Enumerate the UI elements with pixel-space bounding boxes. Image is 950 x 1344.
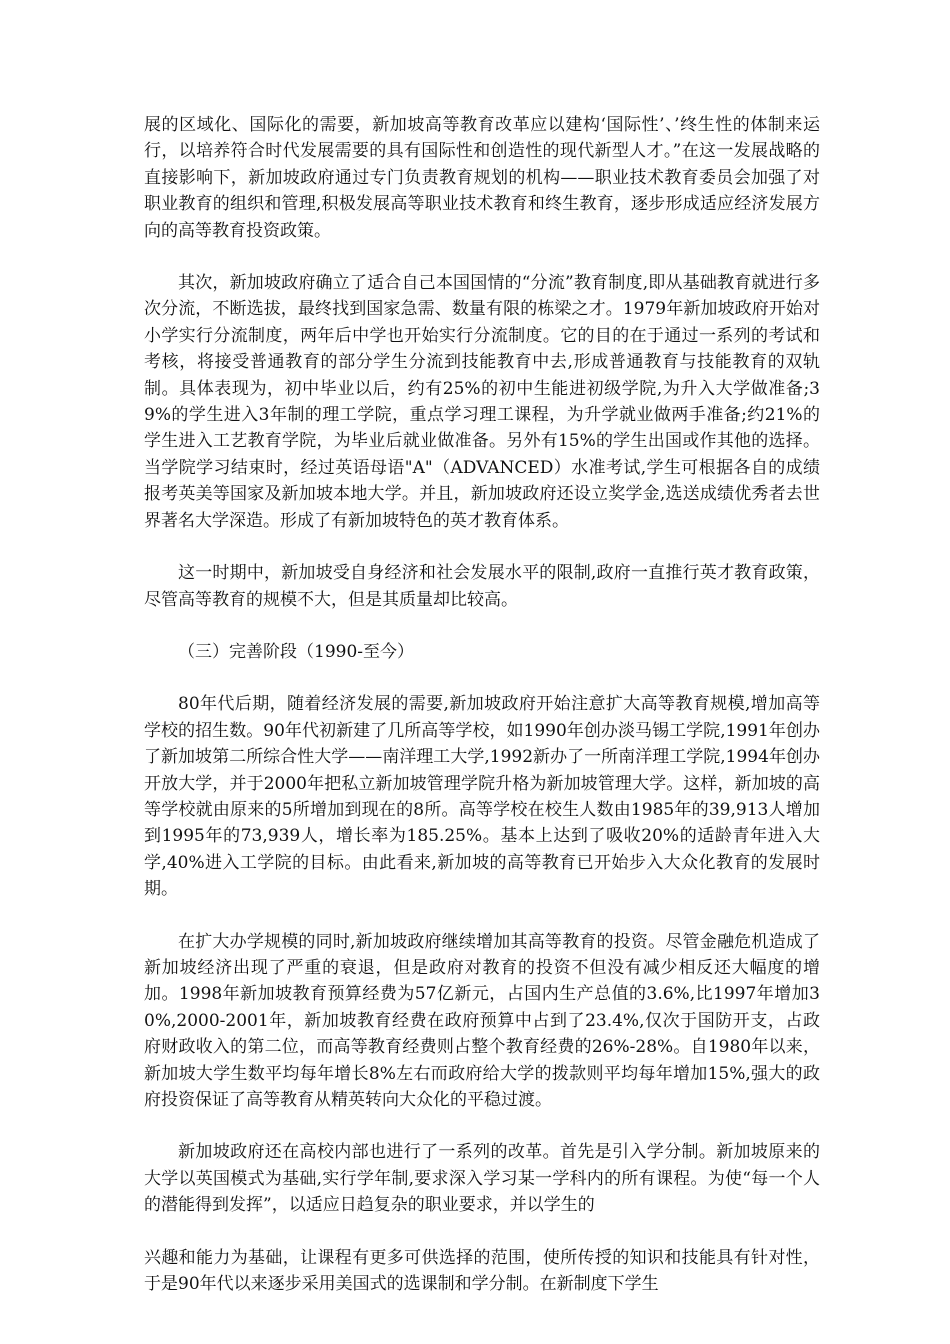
paragraph-investment: 在扩大办学规模的同时,新加坡政府继续增加其高等教育的投资。尽管金融危机造成了新加坡经济出现了严重的衰退，但是政府对教育的投资不但没有减少相反还大幅度的增加。1998年新加坡教育预算经费为57亿新元，占国内生产总值的3.6%,比1997年增加30%,2000-2001年，新加坡教育经费在政府预算中占到了23.4%,仅次于国防开支，占政府财政收入的第二位，而高等教育经费则占整个教育经费的26%-28%。自1980年以来，新加坡大学生数平均每年增长8%左右而政府给大学的拨款则平均每年增加15%,强大的政府投资保证了高等教育从精英转向大众化的平稳过渡。 <box>144 931 820 1110</box>
paragraph-streaming-system: 其次，新加坡政府确立了适合自己本国国情的“分流”教育制度,即从基础教育就进行多次分流，不断选拔，最终找到国家急需、数量有限的栋梁之才。1979年新加坡政府开始对小学实行分流制度，两年后中学也开始实行分流制度。它的目的在于通过一系列的考试和考核，将接受普通教育的部分学生分流到技能教育中去,形成普通教育与技能教育的双轨制。具体表现为，初中毕业以后，约有25%的初中生能进初级学院,为升入大学做准备;39%的学生进入3年制的理工学院，重点学习理工课程，为升学就业做两手准备;约21%的学生进入工艺教育学院，为毕业后就业做准备。另外有15%的学生出国或作其他的选择。当学院学习结束时，经过英语母语"A"（ADVANCED）水准考试,学生可根据各自的成绩报考英美等国家及新加坡本地大学。并且，新加坡政府还设立奖学金,选送成绩优秀者去世界著名大学深造。形成了有新加坡特色的英才教育体系。 <box>144 273 820 531</box>
paragraph-elite-policy: 这一时期中，新加坡受自身经济和社会发展水平的限制,政府一直推行英才教育政策，尽管高等教育的规模不大，但是其质量却比较高。 <box>144 563 820 610</box>
paragraph-credit-system: 新加坡政府还在高校内部也进行了一系列的改革。首先是引入学分制。新加坡原来的大学以英国模式为基础,实行学年制,要求深入学习某一学科内的所有课程。为使“每一个人的潜能得到发挥”，以适应日趋复杂的职业要求，并以学生的 <box>144 1142 820 1216</box>
section-heading: （三）完善阶段（1990-至今） <box>178 641 415 662</box>
paragraph-continued: 展的区域化、国际化的需要，新加坡高等教育改革应以建构‘国际性’、’终生性的体制来运行，以培养符合时代发展需要的具有国际性和创造性的现代新型人才。”在这一发展战略的直接影响下，新加坡政府通过专门负责教育规划的机构——职业技术教育委员会加强了对职业教育的组织和管理,积极发展高等职业技术教育和终生教育，逐步形成适应经济发展方向的高等教育投资政策。 <box>144 115 820 241</box>
paragraph-expansion: 80年代后期，随着经济发展的需要,新加坡政府开始注意扩大高等教育规模,增加高等学校的招生数。90年代初新建了几所高等学校，如1990年创办淡马锡工学院,1991年创办了新加坡第二所综合性大学——南洋理工大学,1992新办了一所南洋理工学院,1994年创办开放大学，并于2000年把私立新加坡管理学院升格为新加坡管理大学。这样，新加坡的高等学校就由原来的5所增加到现在的8所。高等学校在校生人数由1985年的39,913人增加到1995年的73,939人，增长率为185.25%。基本上达到了吸收20%的适龄青年进入大学,40%进入工学院的目标。由此看来,新加坡的高等教育已开始步入大众化教育的发展时期。 <box>144 694 820 900</box>
paragraph-credit-system-continued: 兴趣和能力为基础，让课程有更多可供选择的范围，使所传授的知识和技能具有针对性，于是90年代以来逐步采用美国式的选课制和学分制。在新制度下学生 <box>144 1247 820 1295</box>
document-body <box>144 112 820 1297</box>
